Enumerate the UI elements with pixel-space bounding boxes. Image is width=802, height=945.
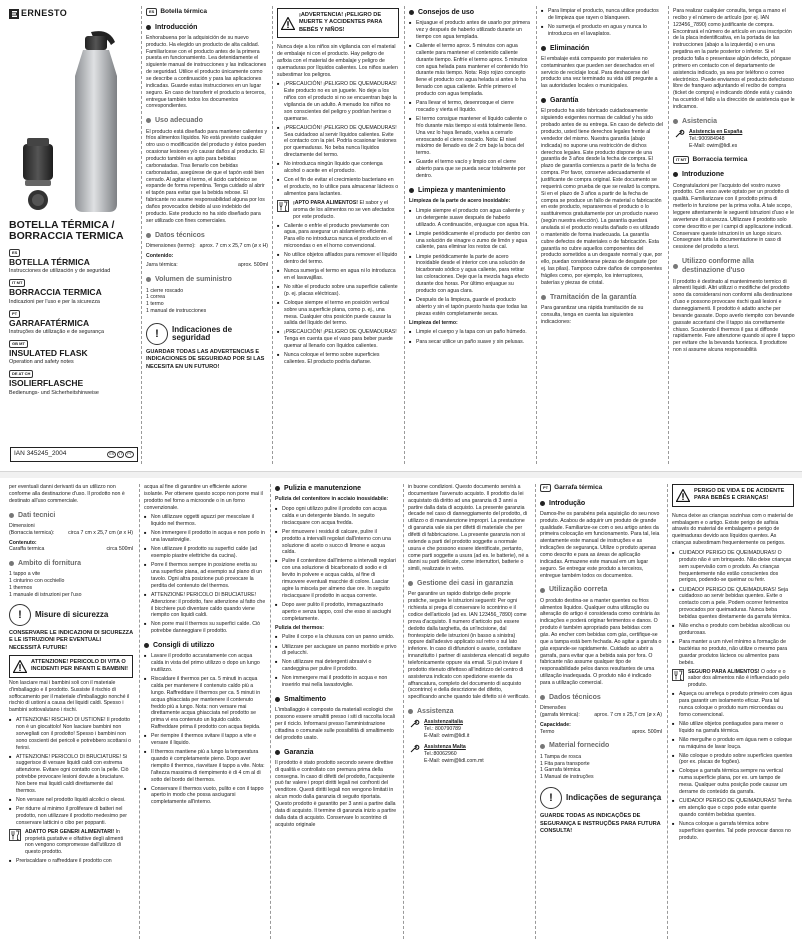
section-title: Tramitación de la garantía <box>541 293 663 302</box>
bullet-dot-icon <box>146 118 151 123</box>
disposal-text: El embalaje está compuesto por materiales no contaminantes que pueden ser desechados en el servicio de reciclaje local. Para deshacerse del producto una vez terminado su vida útil pregunte a las autoridades locales o municipales. <box>541 55 658 90</box>
es-column-4 <box>541 8 663 470</box>
language-name: BORRACCIA TERMICA <box>9 287 102 298</box>
safety-bullet: ■ ATTENZIONE! RISCHIO DI USTIONE! Il prodotto non è un giocattolo! Non lasciare bambini non sorvegliati con il prodotto! Spesso i bambini non sono coscienti dei pericoli e potrebbero scottarsi o ferirsi. <box>9 717 133 751</box>
safety-bullet: ■ Non versare nel prodotto liquidi alcolici o oleosi. <box>9 797 133 804</box>
product-title: BOTELLA TÉRMICA / BORRACCIA TERMICA <box>9 218 124 243</box>
supply-item: 1 Fita para transporte <box>540 760 590 767</box>
spec-label: (garrafa térmica): <box>540 711 580 718</box>
language-subtitle: Operation and safety notes <box>9 359 74 366</box>
continued-text: acqua al fine di garantire un efficiente azione isolante. Per ottenere questo scopo non porre mai il prodotto nel forno a microonde o in un forno convenzionale. <box>144 484 263 511</box>
warning-box <box>9 655 133 678</box>
bullet-dot-icon <box>9 561 14 566</box>
safety-bullet: ■ Caliente o enfríe el producto previamente con agua, para asegurar un aislamiento eficiente. Para ello no introduzca nunca el producto en el microondas o en el horno convencional. <box>277 223 399 250</box>
ian-number: IAN 345245_2004 <box>14 450 67 458</box>
section-title: Introducción <box>146 23 268 32</box>
tip-bullet: ■ Lavare il prodotto accuratamente con acqua calda in vista del primo utilizzo o dopo un lungo inutilizzo. <box>144 653 266 674</box>
cleaning-bullet: ■ Pulire il corpo e la chiusura con un panno umido. <box>275 634 397 641</box>
tip-bullet: ■ Il thermos mantiene più a lungo la temperatura quando è completamente pieno. Dopo aver riempito il thermos, riavvitare il tappo a vite. Nota: l'altezza massima di riempimento è di 4 cm al di sotto del bordo del thermos. <box>144 749 266 783</box>
section-title: Assistenza <box>408 707 530 716</box>
product-photo <box>13 26 133 216</box>
cleaning-bullet: ■ Non immergere mai il prodotto in acqua e non inserirlo mai nella lavastoviglie. <box>275 675 397 689</box>
safety-bullet: ■ Porre il thermos sempre in posizione eretta su una superficie piana, ad esempio sul piano di un tavolo. Ogni altra posizione può provocare la perdita del contenuto del thermos. <box>144 562 266 589</box>
safety-exclamation-icon: ! <box>9 604 31 626</box>
bullet-dot-icon <box>540 695 545 700</box>
section-title: Ambito di fornitura <box>9 559 133 568</box>
language-flag: IT MT <box>673 156 689 164</box>
pt-column-1 <box>540 484 662 942</box>
section-title: Dados técnicos <box>540 693 662 702</box>
section-title: Datos técnicos <box>146 231 268 240</box>
bullet-dot-icon <box>409 10 414 15</box>
bullet-dot-icon <box>673 172 678 177</box>
tip-bullet: ■ Caliente el termo aprox. 5 minutos con agua caliente para mantener el contenido caliente durante tiempo. Enfríe el termo aprox. 5 minutos con agua helada para mantener el contenido frío durante más tiempo. Nota: Rojo rojizo concepto llene el producto con agua helada si antes lo ha llenado con agua caliente. Enfríe primero el producto con agua templada. <box>409 43 531 98</box>
claim-text: Per garantire un rapido disbrigo delle proprie pratiche, seguire le istruzioni seguenti: Per ogni richiesta si prega di conservare lo scontrino e il codice dell'articolo (ad es. IAN 123456_7890) come prova d'acquisto. Il numero d'articolo può essere dedotto dalla targhetta, da un'incisione, dal frontespizio delle istruzioni (in basso a sinistra) oppure dall'adesivo applicato sul retro o sul lato inferiore. In caso di difunzioni o avarie, contattare innanzitutto i partner di assistenza elencati di seguito telefonicamente oppure via email. Si può inviare il prodotto ritenuto difettoso all'indirizzo del centro di assistenza indicato con spedizione esente da affrancatura, completo del documento di acquisto (scontrino) e della descrizione del difetto, specificando anche quando tale difetto si è verificato. <box>408 591 530 701</box>
food-safe-title: ¡APTO PARA ALIMENTOS! <box>293 199 359 206</box>
it-column-2 <box>144 484 266 942</box>
spec-value: circa 7 cm x 25,7 cm (ø x H) <box>68 529 133 536</box>
language-entry-it <box>9 279 137 305</box>
warning-box <box>672 484 794 507</box>
language-subtitle: Indicazioni per l'uso e per la sicurezza <box>9 298 100 305</box>
column-divider <box>139 484 140 939</box>
section-title: Consejos de uso <box>409 8 531 17</box>
service-phone: Tel.: 800790789 <box>424 726 461 733</box>
section-title: Consigli di utilizzo <box>144 641 266 650</box>
language-entry-pt <box>9 310 137 336</box>
spec-label: Caraffa termica <box>9 546 45 553</box>
supply-item: 1 cinturino con occhiello <box>9 578 65 585</box>
safety-bullet: ■ Nunca coloque el termo sobre superficies calientes. El producto podría dañarse. <box>277 352 399 366</box>
safety-bullet: ■ Per ridurre al minimo il proliferare di batteri nel prodotto, non utilizzare il prodotto medesimo per conservare latticini o cibo per poppanti. <box>9 806 133 827</box>
food-safe-note <box>277 200 399 221</box>
food-safe-title: SEGURO PARA ALIMENTOS! <box>688 668 760 675</box>
tip-bullet: ■ Enjuague el producto antes de usarlo por primera vez y después de haberlo utilizado durante un tiempo con agua templada. <box>409 20 531 41</box>
language-subtitle: Bedienungs- und Sicherheitshinweise <box>9 389 99 396</box>
safety-bullet: ■ ¡PRECAUCIÓN! ¡PELIGRO DE QUEMADURAS! Sea cuidadoso al servir líquidos calientes. Evite el contacto con la piel. Podría ocasionar lesiones por quemaduras. No beba nunca líquidos directamente del termo. <box>277 125 399 159</box>
bullet-dot-icon <box>146 277 151 282</box>
bottom-sheet <box>0 478 802 945</box>
safety-bullet: ■ Não encha o produto com bebidas alcoólicas ou gordurosas. <box>672 623 794 637</box>
safety-bullet: ■ Non utilizzare il prodotto su superfici calde (ad esempio piastre elettriche da cucina). <box>144 546 266 560</box>
service-wrench-icon <box>408 719 420 729</box>
column-divider <box>668 6 669 464</box>
language-name: INSULATED FLASK <box>9 348 88 358</box>
supply-item: 1 correa <box>146 294 166 301</box>
cover-column <box>9 8 137 470</box>
spec-label: Dimensioni <box>9 522 35 529</box>
warning-triangle-icon <box>281 17 295 30</box>
use-text: El producto está diseñado para mantener calientes y fríos alimentos líquidos. No está previsto cualquier otro uso o modificación del producto y éstos pueden ocasionar lesiones y/o causar daños al producto. El producto también es apto para bebidas carbonatadas. Tras llenarlo con bebidas carbonatadas, asegúrese de que el tapón esté bien cerrado. Al agitar el termo, el ácido carbónico se expande de forma repentina. Tenga cuidado al abrir el tapón para evitar que la bebida rebose. El fabricante no asume responsabilidad alguna por los daños provocados debido al uso indebido del producto. Este producto no ha sido diseñado para ser utilizado con fines comerciales. <box>146 128 268 224</box>
pt-column-2 <box>672 484 794 942</box>
section-title: Introduzione <box>673 170 795 179</box>
bullet-dot-icon <box>144 643 149 648</box>
column-divider <box>404 6 405 464</box>
section-title: Introdução <box>540 499 662 508</box>
ian-flags <box>107 451 134 458</box>
food-safe-text: O odor e o sabor dos alimentos não é influenciado pelo produto. <box>688 668 790 689</box>
food-safe-text: In proprietà gustative e olfattive degli alimenti non vengono compromesse dall'utilizzo di questo prodotto. <box>25 828 124 856</box>
spec-value: aprox. 7 cm x 25,7 cm (ø x H) <box>199 242 268 249</box>
service-name: Asistencia en España <box>689 129 743 136</box>
service-phone: Tel.:900984948 <box>689 135 725 142</box>
safety-bullet: ■ Non immergere il prodotto in acqua e non porlo in una lavastoviglie. <box>144 530 266 544</box>
section-title: Gestione dei casi in garanzia <box>408 579 530 588</box>
safety-bullet: ■ Não utilize objetos pontiagudos para mexer o líquido na garrafa térmica. <box>672 721 794 735</box>
language-flag: ES <box>9 249 20 257</box>
es-column-3 <box>409 8 531 470</box>
header-title: Borraccia termica <box>692 155 748 163</box>
cleaning-bullet: ■ Limpie periódicamente la parte de acero inoxidable desde el interior con una solución de bicarbonato sódico y agua caliente, para retirar las coloraciones. Deje que la mezcla haga efecto durante dos horas. Por último enjuague su producto con agua clara. <box>409 254 531 295</box>
section-title: Volumen de suministro <box>146 275 268 284</box>
service-wrench-icon <box>673 129 685 139</box>
intro-text: Damos-lhe os parabéns pela aquisição do seu novo produto. Acabou de adquirir um produto de grande qualidade. Familiarize-se com o seu artigo antes da primeira colocação em funcionamento. Para tal, leia atentamente este manual de instruções e as indicações de segurança. Utilize o produto apenas como descrito e para as áreas de aplicação indicadas. Armazene este manual em um lugar seguro. Se entregar este produto a terceiros, entregue também todos os documentos. <box>540 510 660 579</box>
section-title: Smaltimento <box>275 695 397 704</box>
food-safe-title: ADATTO PER GENERI ALIMENTARI! <box>25 828 115 835</box>
bullet-dot-icon <box>540 588 545 593</box>
language-name: ISOLIERFLASCHE <box>9 378 84 389</box>
ian-flag: IT <box>119 452 123 457</box>
ian-box <box>10 447 138 462</box>
section-title: Dati tecnici <box>9 511 133 520</box>
section-header <box>146 8 268 17</box>
section-header <box>673 156 795 165</box>
disposal-text: L'imballaggio è composto da materiali ecologici che possono essere smaltiti presso i siti di raccolta locali per il riciclo. Informarsi presso l'amministrazione cittadina o comunale sulle possibilità di smaltimento del prodotto usato. <box>275 707 395 741</box>
section-title: Garantía <box>541 96 663 105</box>
column-divider <box>272 6 273 464</box>
column-divider <box>403 484 404 939</box>
safety-bullet: ■ Para manter a um nível mínimo a formação de bactérias no produto, não utilize o mesmo para guardar produtos lácteos ou alimentos para bebés. <box>672 639 794 666</box>
glass-fork-icon <box>277 200 289 212</box>
spec-label: Termo <box>540 728 555 735</box>
bullet-dot-icon <box>673 264 678 269</box>
glass-fork-icon <box>672 669 684 681</box>
safety-keep-note: CONSERVARE LE INDICAZIONI DI SICUREZZA E LE ISTRUZIONI PER EVENTUALI NECESSITÀ FUTURE! <box>9 629 133 651</box>
safety-bullet: ■ Non utilizzare oggetti aguzzi per mescolare il liquido nel thermos. <box>144 514 266 528</box>
spec-label: Dimensiones (termo): <box>146 242 196 249</box>
service-wrench-icon <box>408 744 420 754</box>
intro-text: Enhorabuena por la adquisición de su nuevo producto. Ha elegido un producto de alta calidad. Familiarícese con el producto antes de la primera puesta en funcionamiento. Lea detenidamente el siguiente manual de instrucciones y las indicaciones de seguridad. Utilice el producto únicamente como se describe a continuación y para las aplicaciones indicadas. Guarde estas instrucciones en un lugar seguro. En caso de transferir el producto a terceros, entregue también todos los documentos correspondientes. <box>146 34 267 110</box>
warranty-text: Il prodotto è stato prodotto secondo severe direttive di qualità e controllato con premura prima della consegna. In caso di difetti del prodotto, l'acquirente può far valere i propri diritti legali nei confronti del venditore. Questi diritti legali non vengono limitati in alcun modo dalla garanzia di seguito riportata. Questo prodotto è garantito per 3 anni a partire dalla data di acquisto. Il termine di garanzia inizio a partire dalla data di acquisto. Conservare lo scontrino di acquisto originale <box>275 759 397 828</box>
header-title: Garrafa térmica <box>554 484 603 491</box>
ian-flag: ES <box>109 452 115 457</box>
safety-bullet: ■ ATTENZIONE! PERICOLO DI BRUCIATURE! Attenzione: il prodotto, fare attenzione al fatto che il bicchiere può diventare caldo quando viene riempito con liquidi caldi. <box>144 592 266 619</box>
column-divider <box>270 484 271 939</box>
language-subtitle: Instrucciones de utilización y de seguridad <box>9 268 111 275</box>
section-title: Pulizia e manutenzione <box>275 484 397 493</box>
safety-bullet: ■ Não mergulhe o produto em água nem o coloque na máquina de lavar louça. <box>672 737 794 751</box>
brand-name: ERNESTO <box>21 8 68 18</box>
it-column-4 <box>408 484 530 942</box>
bullet-dot-icon <box>408 709 413 714</box>
bullet-dot-icon <box>541 98 546 103</box>
safety-bullet: ■ Non porre mai il thermos su superfici calde. Ciò potrebbe danneggiare il prodotto. <box>144 621 266 635</box>
cleaning-bullet: ■ Para limpiar el producto, nunca utilice productos de limpieza que rayen o blanqueen. <box>541 8 663 22</box>
cleaning-bullet: ■ Limpie periódicamente el producto por dentro con una solución de vinagre o zumo de limón y agua caliente, para eliminar los restos de cal. <box>409 231 531 252</box>
cleaning-bullet: ■ Non utilizzare mai detergenti abrasivi o candeggina per pulire il prodotto. <box>275 659 397 673</box>
service-phone: Tel.:80062960 <box>424 750 457 757</box>
tip-bullet: ■ El termo consigue mantener el líquido caliente o frío durante más tiempo si está totalmente lleno. Una vez lo haya llenado, vuelva a cerrarlo enroscando el cierre roscado. Nota: El nivel máximo de llenado es de 2 cm bajo la boca del termo. <box>409 116 531 157</box>
safety-exclamation-icon: ! <box>540 787 562 809</box>
bullet-dot-icon <box>146 233 151 238</box>
supply-item: 1 tappo a vite <box>9 571 41 578</box>
it-column-3 <box>275 484 397 942</box>
it-column-1 <box>9 484 133 942</box>
food-safe-text: El sabor y el aroma de los alimentos no se ven afectados por este producto. <box>293 199 395 220</box>
glass-fork-icon <box>9 829 21 841</box>
spec-row <box>146 262 268 269</box>
safety-bullet: ■ CUIDADO! PERIGO DE QUEIMADURAS! O produto não é um brinquedo. Não deixe crianças sem supervisão com o produto. As crianças frequentemente não estão conscientes dos perigos, podendo-se queimar ou ferir. <box>672 550 794 584</box>
header-title: Botella térmica <box>160 8 207 15</box>
spec-row <box>9 530 133 537</box>
section-title: Eliminación <box>541 44 663 53</box>
safety-bullet: ■ No sitúe el producto sobre una superficie caliente (p. ej. placas eléctricas). <box>277 284 399 298</box>
safety-bullet: ■ Nunca coloque a garrafa térmica sobre superfícies quentes. Tal pode provocar danos no produto. <box>672 821 794 842</box>
bullet-dot-icon <box>541 46 546 51</box>
language-subtitle: Instruções de utilização e de segurança <box>9 328 104 335</box>
section-title: Utilizzo conforme alla destinazione d'uso <box>673 257 795 275</box>
safety-bullet: ■ CUIDADO! PERIGO DE QUEIMADURAS! Tenha em atenção que o copo pode estar quente quando contém bebidas quentes. <box>672 798 794 819</box>
safety-bullet: ■ Con el fin de evitar el crecimiento bacteriano en el producto, no lo utilice para almacenar lácteos o alimentos para lactantes. <box>277 177 399 198</box>
language-flag: DE AT CH <box>9 370 33 378</box>
cleaning-bullet: ■ Dopo ogni utilizzo pulire il prodotto con acqua calda e un detergente blando. In seguito risciacquare con acqua fredda. <box>275 506 397 527</box>
warning-text: Non lasciare mai i bambini soli con il materiale d'imballaggio e il prodotto. Sussiste il rischio di soffocamento per il materiale d'imballaggio nonché il rischio di ustioni a causa dei liquidi caldi. Spesso i bambini sottovalutano i rischi. <box>9 679 130 714</box>
safety-bullet: ■ ¡PRECAUCIÓN! ¡PELIGRO DE QUEMADURAS! Tenga en cuenta que el vaso para beber puede quemar al llenarlo con líquidos calientes. <box>277 329 399 350</box>
brand-mark-icon <box>9 9 19 19</box>
warning-text: Nunca deje a los niños sin vigilancia con el material de embalaje ni con el producto. Hay peligro de asfixia con el material de embalaje y peligro de quemaduras por líquidos calientes. Los niños suelen subestimar los peligros. <box>277 44 398 78</box>
language-entry-gb <box>9 340 137 366</box>
language-entry-es <box>9 249 137 275</box>
subsection-title: Limpieza del termo: <box>409 319 458 326</box>
warning-title: ATTENZIONE! PERICOLO DI VITA O INCIDENTI PER INFANTI E BAMBINI! <box>31 659 128 673</box>
supply-item: 1 cierre roscado <box>146 287 184 294</box>
safety-heading: ! Indicaciones de seguridad <box>146 323 268 345</box>
warning-text: Nunca deixe as crianças sozinhas com o material de embalagem e o artigo. Existe perigo de asfixia através do material de embalagem e perigo de queimaduras devido aos líquidos quentes. As crianças subestimam frequentemente os perigos. <box>672 512 794 547</box>
bullet-dot-icon <box>541 295 546 300</box>
language-flag: IT MT <box>9 279 25 287</box>
section-header <box>540 484 662 493</box>
safety-bullet: ■ No utilice objetos afilados para remover el líquido dentro del termo. <box>277 252 399 266</box>
supply-item: 1 manual de instrucciones <box>146 308 207 315</box>
safety-bullet: ■ Nunca sumerja el termo en agua ni lo introduzca en el lavavajillas. <box>277 268 399 282</box>
spec-label: Contenido: <box>146 252 174 259</box>
warning-triangle-icon <box>13 660 27 673</box>
warning-box <box>277 8 399 38</box>
subsection-title: Pulizia del contenitore in acciaio inossidabile: <box>275 496 389 503</box>
tip-bullet: ■ Para llevar el termo, desenrosque el cierre roscado y vierta el líquido. <box>409 100 531 114</box>
supply-item: 1 thermos <box>9 585 33 592</box>
language-flag: PT <box>540 484 551 492</box>
service-email: E-Mail: owim@lidl.com.mt <box>424 757 484 764</box>
column-divider <box>667 484 668 939</box>
bullet-dot-icon <box>146 25 151 30</box>
language-flag: PT <box>9 310 20 318</box>
column-divider <box>536 6 537 464</box>
supply-item: 1 manuale di istruzioni per l'uso <box>9 592 82 599</box>
top-sheet <box>0 0 802 470</box>
section-title: Utilização correta <box>540 585 662 594</box>
service-contact <box>408 719 530 740</box>
supply-item: 1 termo <box>146 301 164 308</box>
bullet-dot-icon <box>540 501 545 506</box>
ian-flag: PT <box>127 452 132 457</box>
bullet-dot-icon <box>540 744 545 749</box>
claim-text: Para garantizar una rápida tramitación de su consulta, tenga en cuenta las siguientes indicaciones: <box>541 304 644 325</box>
use-text: Il prodotto è destinato al mantenimento termico di alimenti liquidi. Altri utilizzi o modifiche del prodotto sono da considerarsi non conformi alla destinazione d'uso e possono provocare rischi quali lesioni e danneggiamenti. Il prodotto è adatto anche per bevande gassate. Dopo averlo riempito con bevande gassate accertarsi che il tappo sia correttamente chiuso. Scuotendo il thermos il gas si diffonde rapidamente. Fare attenzione quando si apre il tappo per evitare che la bevanda fuoriesca. Il produttore non si assume alcuna responsabilità <box>673 278 795 354</box>
es-column-1 <box>146 8 268 470</box>
brand-logo <box>9 8 137 20</box>
warranty-text: El producto ha sido fabricado cuidadosamente siguiendo exigentes normas de calidad y ha sido probado antes de su entrega. En caso de defecto del producto, usted tiene derechos legales frente al vendedor del mismo. Nuestra garantía (abajo indicada) no supone una restricción de dichos derechos legales. Este producto dispone de una garantía de 3 años desde la fecha de compra. El plazo de garantía comienza a partir de la fecha de compra. Por favor, conserve adecuadamente el justificante de compra original. Este documento se requerirá como prueba de que se realizó la compra. Si en el plazo de 3 años a partir de la fecha de compra se produce un fallo de material o fabricación en este producto, repararemos el producto o lo sustituiremos gratuitamente por un producto nuevo (según nuestra elección). La garantía quedará anulada si el producto resulta dañado o es utilizado o mantenido de forma inadecuada. La garantía cubre defectos de materiales o de fabricación. Esta garantía no cubre aquellos componentes del producto sometidos a un desgaste normal y que, por ello, puedan considerarse piezas de desgaste (por ej. las pilas). Tampoco cubre daños de componentes frágiles como, por ejemplo, los interruptores, baterías y piezas de cristal. <box>541 108 663 286</box>
tip-bullet: ■ Riscaldare il thermos per ca. 5 minuti in acqua calda per mantenere il contenuto caldo più a lungo. Raffreddare il thermos per ca. 5 minuti in acqua ghiacciata per mantenere il contenuto freddo più a lungo. Nota: non versare mai direttamente acqua ghiacciata nel prodotto se prima vi era contenuto un liquido caldo. Raffreddare prima il prodotto con acqua tiepida. <box>144 676 266 731</box>
spec-label: Dimensões <box>540 705 566 712</box>
bullet-dot-icon <box>275 486 280 491</box>
safety-heading: ! Indicações de segurança <box>540 787 662 809</box>
language-name: BOTELLA TÉRMICA <box>9 256 90 267</box>
service-name: Assistenzaitalia <box>424 719 463 726</box>
warning-triangle-icon <box>676 489 690 502</box>
service-email: E-Mail: owim@lidl.es <box>689 142 738 149</box>
safety-bullet: ■ ATTENZIONE! PERICOLO DI BRUCIATURE! Si suggerisce di versare liquidi caldi con estrema attenzione. Evitare ogni contatto con la pelle. Ciò potrebbe provocare lesioni dovute a bruciature. Non bere mai liquidi caldi direttamente dal thermos. <box>9 754 133 795</box>
food-safe-note <box>672 669 794 690</box>
spec-label: (Borraccia termica): <box>9 529 55 536</box>
es-it-column <box>673 8 795 470</box>
claim-details-text: Para realizar cualquier consulta, tenga a mano el recibo y el número de artículo (por ej. IAN 123456_7890) como justificante de compra. Encontrará el número de artículo en una inscripción de la placa indentificativa, en la portada de las instrucciones (abajo a la izquierda) o en una pegatina en la parte posterior o inferior. Si el producto falla o presentase algún defecto, póngase primero en contacto con el departamento de asistencia indicado, ya sea por teléfono o correo electrónico. Puede enviarnos el producto defectuoso libre de franqueo adjuntando el recibo de compra (ticket de compra) e indicando dónde está y cuándo ha ocurrido el fallo a la dirección de asistencia que le indicamos. <box>673 8 795 111</box>
safety-keep-note: GUARDE TODAS AS INDICAÇÕES DE SEGURANÇA E INSTRUÇÕES PARA FUTURA CONSULTA! <box>540 813 661 834</box>
section-title: Material fornecido <box>540 741 662 750</box>
service-contact <box>673 129 795 150</box>
bullet-dot-icon <box>9 513 14 518</box>
spec-row <box>540 712 662 719</box>
spec-value: aprox. 500ml <box>632 728 662 735</box>
column-divider <box>141 6 142 464</box>
spec-label: Jarra térmica: <box>146 262 178 269</box>
intro-text: Congratulazioni per l'acquisto del vostro nuovo prodotto. Con esso avete optato per un prodotto di qualità. Familiarizzare con il prodotto prima di metterlo in funzione per la prima volta. A tale scopo, leggere attentamente le seguenti istruzioni d'uso e le avvertenze di sicurezza. Utilizzare il prodotto solo come descritto e per i campi di applicazione indicati. Conservare queste istruzioni in un luogo sicuro. Consegnare tutta la documentazione in caso di cessione del prodotto a terzi. <box>673 182 794 251</box>
safety-bullet: ■ Coloque siempre el termo en posición vertical sobre una superficie plana, como p. ej., una mesa. Cualquier otra posición puede causar la salida del líquido del termo. <box>277 300 399 327</box>
subsection-title: Limpieza de la parte de acero inoxidable: <box>409 198 511 205</box>
spec-value: aprox. 500ml <box>238 262 268 269</box>
safety-bullet: ■ CUIDADO! PERIGO DE QUEIMADURAS! Seja cuidadoso ao servir bebidas quentes. Evite o contacto com a pele. Podem ocorrer ferimentos provocados por queimaduras. Nunca beba bebidas quentes diretamente da garrafa térmica. <box>672 587 794 621</box>
bullet-dot-icon <box>275 697 280 702</box>
spec-value: aprox. 7 cm x 25,7 cm (ø x A) <box>594 711 662 718</box>
bullet-dot-icon <box>673 119 678 124</box>
food-safe-note <box>9 829 133 856</box>
cleaning-bullet: ■ Dopo aver pulito il prodotto, immagazzinarlo aperto e senza tappo, così che esso si asciughi completamente. <box>275 602 397 623</box>
language-flag: GB MT <box>9 340 28 348</box>
bullet-dot-icon <box>408 581 413 586</box>
service-name: Assistenza Malta <box>424 743 466 750</box>
es-column-2 <box>277 8 399 470</box>
language-entry-de <box>9 370 137 396</box>
cleaning-bullet: ■ Después de la limpieza, guarde el producto abierto y sin el tapón puesto hasta que todas las piezas estén completamente secas. <box>409 297 531 318</box>
use-text: O produto destina-se a manter quentes ou frios alimentos líquidos. Qualquer outra utilização ou alteração do artigo é considerada como contrária às indicações e poderá originar ferimentos e danos. O produto é também apropriado para bebidas com gás. Ao encher com bebidas com gás, certifique-se que a tampa está bem fechada. Ao agitar a garrafa o gás expande-se rapidamente. Cuidado ao abrir a garrafa, para evitar que a bebida saia por fora. O fabricante não assume qualquer tipo de responsabilidade pelos danos resultantes de uma utilização inadequada. O produto não é indicado para a utilização comercial. <box>540 597 662 686</box>
supply-item: 1 Garrafa térmica <box>540 767 581 774</box>
cleaning-bullet: ■ No sumerja el producto en agua y nunca lo introduzca en el lavaplatos. <box>541 24 663 38</box>
supply-item: 1 Manual de instruções <box>540 774 594 781</box>
supply-item: 1 Tampa de rosca <box>540 753 582 760</box>
language-flag: ES <box>146 8 157 16</box>
spec-label: Contenuto: <box>9 539 37 546</box>
tip-bullet: ■ Conservare il thermos vuoto, pulito e con il tappo aperto in modo che possa asciugarsi completamente all'interno. <box>144 786 266 807</box>
service-email: E-Mail: owim@lidl.it <box>424 733 470 740</box>
cleaning-bullet: ■ Pulire il contenitore dall'interno a intervalli regolari con una soluzione di bicarbonato di sodio e di lievito in polvere e acqua calda, al fine di rimuovere eventuali macchie di colore. Lasciar agire la miscela per almeno due ore. In seguito risciacquare il prodotto in acqua corrente. <box>275 558 397 599</box>
warning-title: ¡ADVERTENCIA! ¡PELIGRO DE MUERTE Y ACCIDENTES PARA BEBÉS Y NIÑOS! <box>299 12 383 33</box>
bullet-dot-icon <box>409 188 414 193</box>
cleaning-bullet: ■ Para secar utilice un paño suave y sin pelusas. <box>409 339 531 346</box>
spec-value: circa 500ml <box>106 546 133 553</box>
safety-exclamation-icon: ! <box>146 323 168 345</box>
safety-heading: ! Misure di sicurezza <box>9 604 133 626</box>
safety-bullet: ■ No introduzca ningún líquido que contenga alcohol o aceite en el producto. <box>277 161 399 175</box>
safety-bullet: ■ Aqueça ou arrefeça o produto primeiro com água para garantir um isolamento eficaz. Para tal nunca coloque o produto num microondas ou forno convencional. <box>672 691 794 718</box>
service-contact <box>408 744 530 765</box>
section-title: Garanzia <box>275 748 397 757</box>
bullet-dot-icon <box>275 750 280 755</box>
tip-bullet: ■ Guarde el termo vacío y limpio con el cierre abierto para que se pueda secar totalmente por dentro. <box>409 159 531 180</box>
safety-bullet: ■ ¡PRECAUCIÓN! ¡PELIGRO DE QUEMADURAS! Este producto no es un juguete. No deje a los niños con el producto si no se encuentran bajo la vigilancia de un adulto. A menudo los niños no son conscientes del peligro y podrían herirse o quemarse. <box>277 81 399 122</box>
cleaning-bullet: ■ Limpie el cuerpo y la tapa con un paño húmedo. <box>409 329 531 336</box>
safety-bullet: ■ Coloque a garrafa térmica sempre na vertical numa superfície plana, por ex. um tampo de mesa. Qualquer outra posição pode causar um derrame do conteúdo da garrafa. <box>672 768 794 795</box>
cleaning-bullet: ■ Per rimuovere i residui di calcare, pulire il prodotto a intervalli regolari dall'interno con una soluzione di aceto o succo di limone e acqua calda. <box>275 529 397 556</box>
cleaning-bullet: ■ Limpie siempre el producto con agua caliente y un detergente suave después de haberlo utilizado. A continuación, enjuague con agua fría. <box>409 208 531 229</box>
column-divider <box>535 484 536 939</box>
spec-row <box>9 546 133 553</box>
safety-bullet: ■ Preriscaldare o raffreddare il prodotto con <box>9 858 133 865</box>
section-title: Limpieza y mantenimiento <box>409 186 531 195</box>
spec-row <box>540 729 662 736</box>
tip-bullet: ■ Per riempire il thermos svitare il tappo a vite e versare il liquido. <box>144 733 266 747</box>
warranty-text: in buone condizioni. Questo documento servirà a documentare l'avvenuto acquisto. Il prodotto da lei acquistato dà diritto ad una garanzia di 3 anni a partire dalla data di acquisto. La presente garanzia decade nel caso di danneggiamento del prodotto, di utilizzo o di manutenzione impropri. La prestazione di garanzia vale sia per difetti di materiale che per difetti di fabbricazione. La presente garanzia non si estende a parti del prodotto soggette a normale usura e che possono essere identificate, pertanto, come parti soggette a usura (ad es. le batterie), né a danni su parti delicate, come interruttori, batterie o simili, realizzate in vetro. <box>408 484 529 573</box>
section-title: Asistencia <box>673 117 795 126</box>
continued-text: per eventuali danni derivanti da un utilizzo non conforme alla destinazione d'uso. Il prodotto non è destinato all'uso commerciale. <box>9 484 125 504</box>
warning-title: PERIGO DE VIDA E DE ACIDENTE PARA BEBÉS E CRIANÇAS! <box>694 488 785 502</box>
spec-label: Capacidade: <box>540 721 571 728</box>
subsection-title: Pulizia del thermos: <box>275 624 325 631</box>
section-title: Uso adecuado <box>146 116 268 125</box>
safety-bullet: ■ Não coloque o produto sobre superfícies quentes (por ex. placas de fogões). <box>672 753 794 767</box>
spec-row <box>146 243 268 250</box>
language-name: GARRAFATÉRMICA <box>9 317 90 328</box>
cleaning-bullet: ■ Utilizzare per asciugare un panno morbido e privo di pelucchi. <box>275 644 397 658</box>
safety-keep-note: GUARDAR TODAS LAS ADVERTENCIAS E INDICACIONES DE SEGURIDAD POR SI LAS NECESITA EN UN FUTURO! <box>146 349 265 370</box>
